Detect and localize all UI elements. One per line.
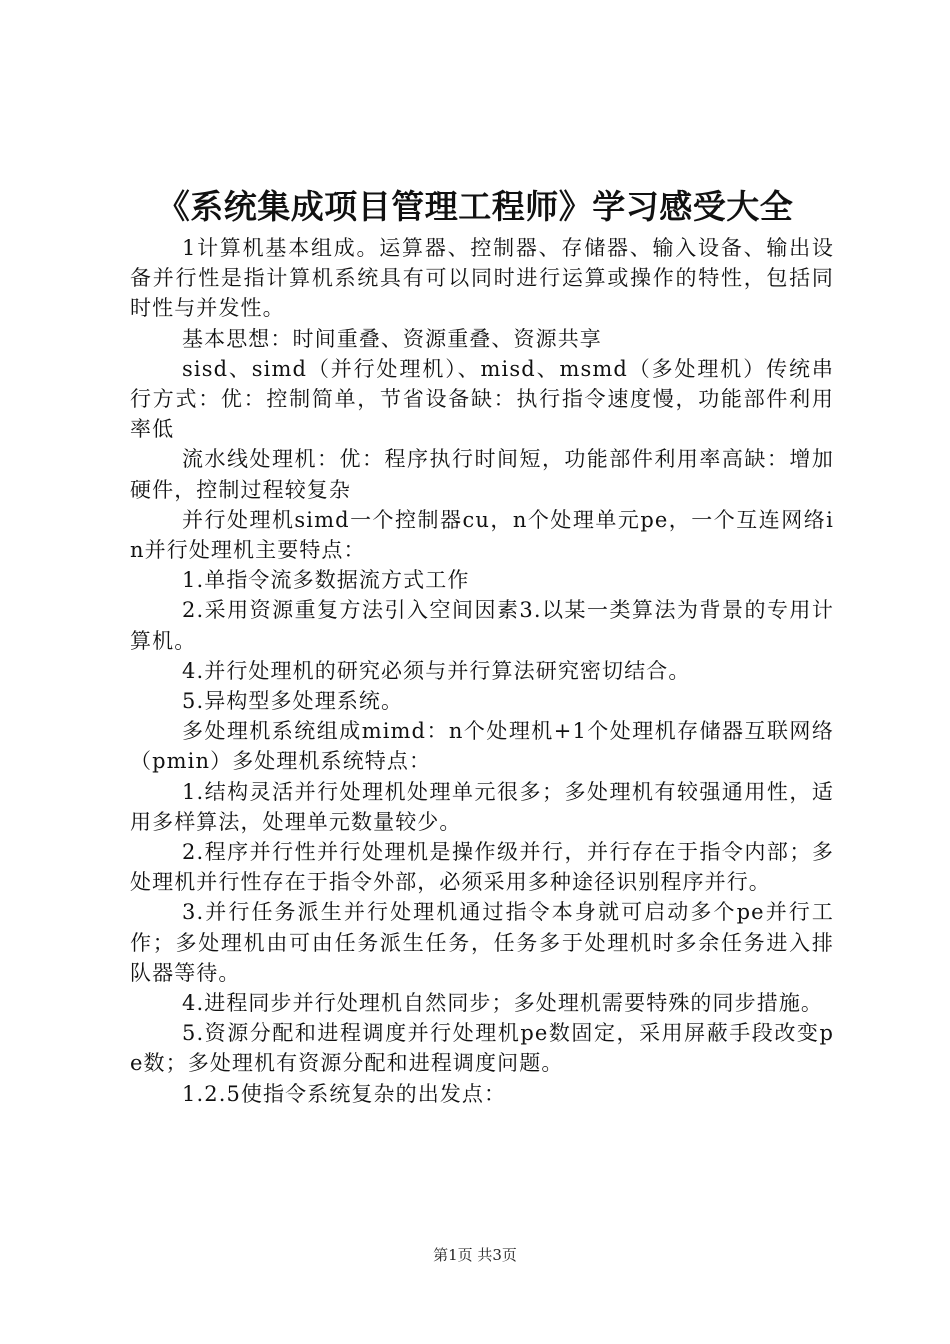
- paragraph: sisd、simd（并行处理机）、misd、msmd（多处理机）传统串行方式：优：控制简单，节省设备缺：执行指令速度慢，功能部件利用率低: [130, 356, 834, 442]
- paragraph: 并行处理机simd一个控制器cu，n个处理单元pe，一个互连网络in并行处理机主要特点：: [130, 507, 834, 563]
- paragraph: 5.资源分配和进程调度并行处理机pe数固定，采用屏蔽手段改变pe数；多处理机有资源分配和进程调度问题。: [130, 1021, 834, 1076]
- paragraph: 1.2.5使指令系统复杂的出发点：: [182, 1081, 507, 1106]
- paragraph: 2.程序并行性并行处理机是操作级并行，并行存在于指令内部；多处理机并行性存在于指令外部，必须采用多种途径识别程序并行。: [130, 840, 834, 895]
- paragraph: 5.异构型多处理系统。: [182, 689, 404, 714]
- paragraph: 2.采用资源重复方法引入空间因素3.以某一类算法为背景的专用计算机。: [130, 598, 834, 653]
- page-number-footer: 第1页 共3页: [433, 1246, 517, 1264]
- document-body: [130, 233, 834, 1109]
- document-title: 《系统集成项目管理工程师》学习感受大全: [156, 187, 794, 226]
- paragraph: 流水线处理机：优：程序执行时间短，功能部件利用率高缺：增加硬件，控制过程较复杂: [130, 447, 834, 502]
- paragraph: 3.并行任务派生并行处理机通过指令本身就可启动多个pe并行工作；多处理机由可由任务派生任务，任务多于处理机时多余任务进入排队器等待。: [130, 900, 834, 985]
- paragraph: 多处理机系统组成mimd：n个处理机+1个处理机存储器互联网络（pmin）多处理机系统特点：: [130, 719, 834, 774]
- paragraph: 基本思想：时间重叠、资源重叠、资源共享: [182, 326, 602, 351]
- paragraph: 4.并行处理机的研究必须与并行算法研究密切结合。: [182, 658, 691, 683]
- paragraph: 1.结构灵活并行处理机处理单元很多；多处理机有较强通用性，适用多样算法，处理单元数量较少。: [130, 779, 834, 834]
- paragraph: 1计算机基本组成。运算器、控制器、存储器、输入设备、输出设备并行性是指计算机系统具有可以同时进行运算或操作的特性，包括同时性与并发性。: [130, 236, 834, 321]
- paragraph: 4.进程同步并行处理机自然同步；多处理机需要特殊的同步措施。: [182, 991, 824, 1016]
- paragraph: 1.单指令流多数据流方式工作: [182, 568, 470, 593]
